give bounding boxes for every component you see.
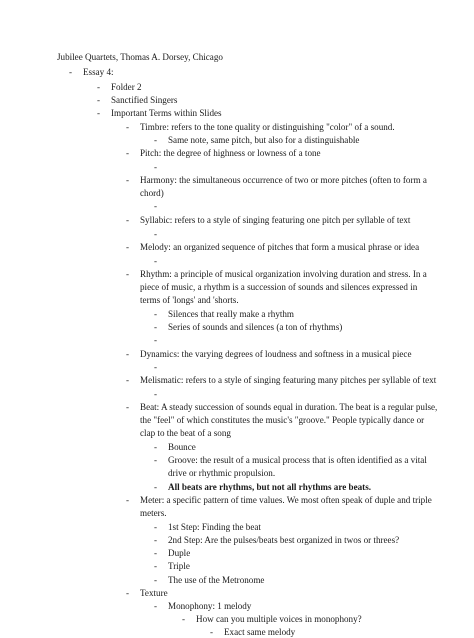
bullet-dash: -	[154, 535, 158, 545]
outline-item-text: Syllabic: refers to a style of singing featuring one pitch per syllable of text	[140, 215, 411, 225]
bullet-dash: -	[154, 482, 158, 492]
outline-item-text: 2nd Step: Are the pulses/beats best organized in twos or threes?	[168, 535, 400, 545]
bullet-dash: -	[154, 442, 158, 452]
outline-item-text: Groove: the result of a musical process that is often identified as a vital	[168, 455, 427, 465]
outline-item-text: Silences that really make a rhythm	[168, 309, 295, 319]
bullet-dash: -	[69, 67, 73, 77]
bullet-dash: -	[154, 322, 158, 332]
bullet-dash: -	[126, 349, 130, 359]
bullet-dash: -	[154, 229, 158, 239]
outline-item-text: meters.	[140, 508, 167, 518]
outline-item-text: chord)	[140, 188, 164, 198]
bullet-dash: -	[154, 575, 158, 585]
bullet-dash: -	[126, 495, 130, 505]
bullet-dash: -	[210, 627, 214, 637]
outline-item-text: The use of the Metronome	[168, 575, 265, 585]
bullet-dash: -	[182, 614, 186, 624]
bullet-dash: -	[97, 95, 101, 105]
outline-item-text: Melody: an organized sequence of pitches that form a musical phrase or idea	[140, 242, 420, 252]
bullet-dash: -	[126, 242, 130, 252]
outline-item-text: Texture	[140, 588, 168, 598]
bullet-dash: -	[126, 375, 130, 385]
outline-item-text: Melismatic: refers to a style of singing featuring many pitches per syllable of text	[140, 375, 437, 385]
outline-item-text: the "feel" of which constitutes the music's "groove." People typically dance or	[140, 415, 425, 425]
bullet-dash: -	[154, 309, 158, 319]
bullet-dash: -	[154, 455, 158, 465]
outline-item-text: drive or rhythmic propulsion.	[168, 468, 276, 478]
document-header: Jubilee Quartets, Thomas A. Dorsey, Chicago	[57, 52, 223, 62]
bullet-dash: -	[126, 402, 130, 412]
bullet-dash: -	[154, 561, 158, 571]
outline-item-text: Beat: A steady succession of sounds equal in duration. The beat is a regular pulse,	[140, 402, 438, 412]
bullet-dash: -	[154, 389, 158, 399]
bullet-dash: -	[154, 162, 158, 172]
outline-item-text: clap to the beat of a song	[140, 428, 231, 438]
bullet-dash: -	[154, 135, 158, 145]
bullet-dash: -	[154, 601, 158, 611]
bullet-dash: -	[126, 148, 130, 158]
outline-item-text: piece of music, a rhythm is a succession of sounds and silences expressed in	[140, 282, 418, 292]
outline-item-text: Important Terms within Slides	[111, 108, 222, 118]
bullet-dash: -	[126, 215, 130, 225]
outline-item-text: terms of 'longs' and 'shorts.	[140, 295, 239, 305]
bullet-dash: -	[126, 175, 130, 185]
outline-item-text: Timbre: refers to the tone quality or distinguishing "color" of a sound.	[140, 122, 395, 132]
outline-item-text: Meter: a specific pattern of time values. We most often speak of duple and triple	[140, 495, 432, 505]
outline-item-text: Sanctified Singers	[111, 95, 178, 105]
bullet-dash: -	[97, 82, 101, 92]
outline-item-text: How can you multiple voices in monophony?	[196, 614, 362, 624]
bullet-dash: -	[154, 522, 158, 532]
outline-item-text: Duple	[168, 548, 191, 558]
outline-item-text: Folder 2	[111, 82, 142, 92]
bullet-dash: -	[126, 269, 130, 279]
bullet-dash: -	[97, 108, 101, 118]
outline-item-text: Rhythm: a principle of musical organization involving duration and stress. In a	[140, 269, 427, 279]
bullet-dash: -	[126, 588, 130, 598]
outline-item-text: Same note, same pitch, but also for a distinguishable	[168, 135, 360, 145]
outline-item-text: All beats are rhythms, but not all rhythms are beats.	[168, 482, 372, 492]
outline-item-text: Monophony: 1 melody	[168, 601, 252, 611]
outline-item-text: Pitch: the degree of highness or lowness of a tone	[140, 148, 321, 158]
outline-item-text: Exact same melody	[224, 627, 296, 637]
bullet-dash: -	[126, 122, 130, 132]
bullet-dash: -	[154, 201, 158, 211]
bullet-dash: -	[154, 256, 158, 266]
bullet-dash: -	[154, 548, 158, 558]
outline-item-text: Series of sounds and silences (a ton of rhythms)	[168, 322, 343, 332]
outline-item-text: Triple	[168, 561, 190, 571]
outline-item-text: Bounce	[168, 442, 196, 452]
outline-item-text: 1st Step: Finding the beat	[168, 522, 261, 532]
outline-item-text: Essay 4:	[83, 67, 114, 77]
outline-item-text: Harmony: the simultaneous occurrence of two or more pitches (often to form a	[140, 175, 427, 185]
outline-item-text: Dynamics: the varying degrees of loudness and softness in a musical piece	[140, 349, 412, 359]
bullet-dash: -	[154, 335, 158, 345]
bullet-dash: -	[154, 362, 158, 372]
